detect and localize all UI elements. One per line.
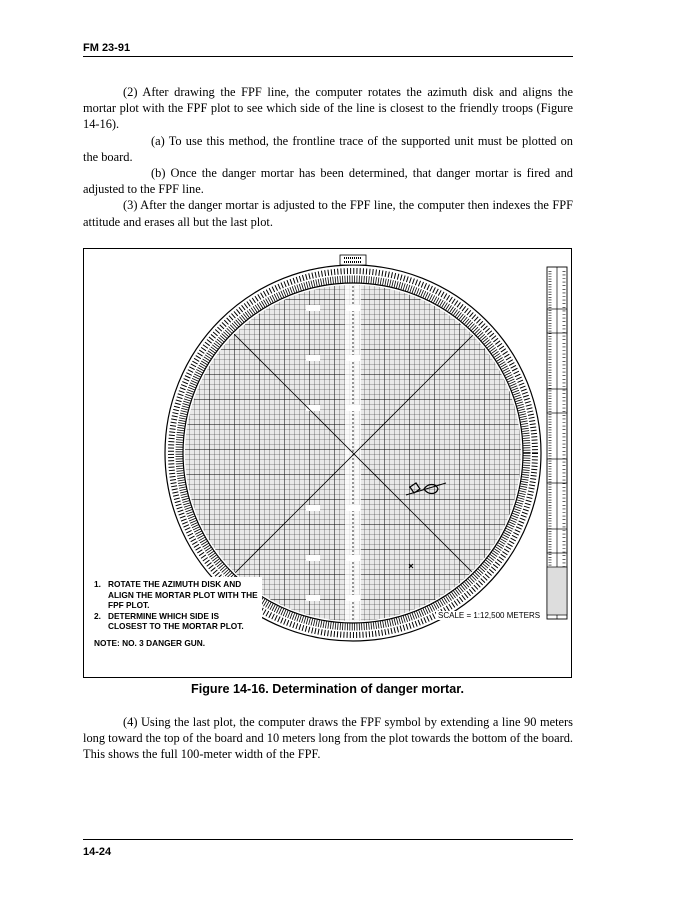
figure-note: NOTE: NO. 3 DANGER GUN. (94, 637, 206, 648)
figure-instructions (94, 577, 262, 649)
paragraph-4: (4) Using the last plot, the computer draws the FPF symbol by extending a line 90 meters long toward the top of the board and 10 meters long from the plot towards the bottom of the board. This shows the full 100-meter width of the FPF. (83, 715, 574, 762)
instruction-text: DETERMINE WHICH SIDE IS CLOSEST TO THE MORTAR PLOT. (108, 610, 244, 632)
instruction-number: 1. (94, 579, 101, 589)
range-scale-strip (547, 267, 567, 619)
header-rule (83, 56, 573, 57)
instruction-item (94, 611, 258, 632)
instruction-number: 2. (94, 610, 101, 621)
scale-label: SCALE = 1:12,500 METERS (438, 611, 541, 620)
paragraph-2b: (b) Once the danger mortar has been determined, that danger mortar is fired and adjusted to the FPF line. (83, 166, 573, 197)
instruction-item (94, 579, 258, 611)
figure-caption: Figure 14-16. Determination of danger mortar. (191, 682, 464, 696)
instruction-list (94, 579, 258, 632)
paragraph-2a: (a) To use this method, the frontline trace of the supported unit must be plotted on the board. (83, 133, 573, 164)
instruction-text: ROTATE THE AZIMUTH DISK AND ALIGN THE MORTAR PLOT WITH THE FPF PLOT. (108, 579, 258, 611)
page-number: 14-24 (83, 846, 112, 858)
azimuth-index-marker (340, 255, 366, 265)
body-text-top (83, 84, 573, 230)
page-header-title: FM 23-91 (83, 42, 131, 54)
body-text-bottom (83, 714, 573, 763)
figure-14-16 (83, 248, 572, 678)
paragraph-3: (3) After the danger mortar is adjusted to the FPF line, the computer then indexes the FPF attitude and erases all but the last plot. (83, 198, 573, 229)
paragraph-2: (2) After drawing the FPF line, the computer rotates the azimuth disk and aligns the mortar plot with the FPF plot to see which side of the line is closest to the friendly troops (Figure 14-16). (83, 85, 573, 132)
footer-rule (83, 839, 573, 840)
